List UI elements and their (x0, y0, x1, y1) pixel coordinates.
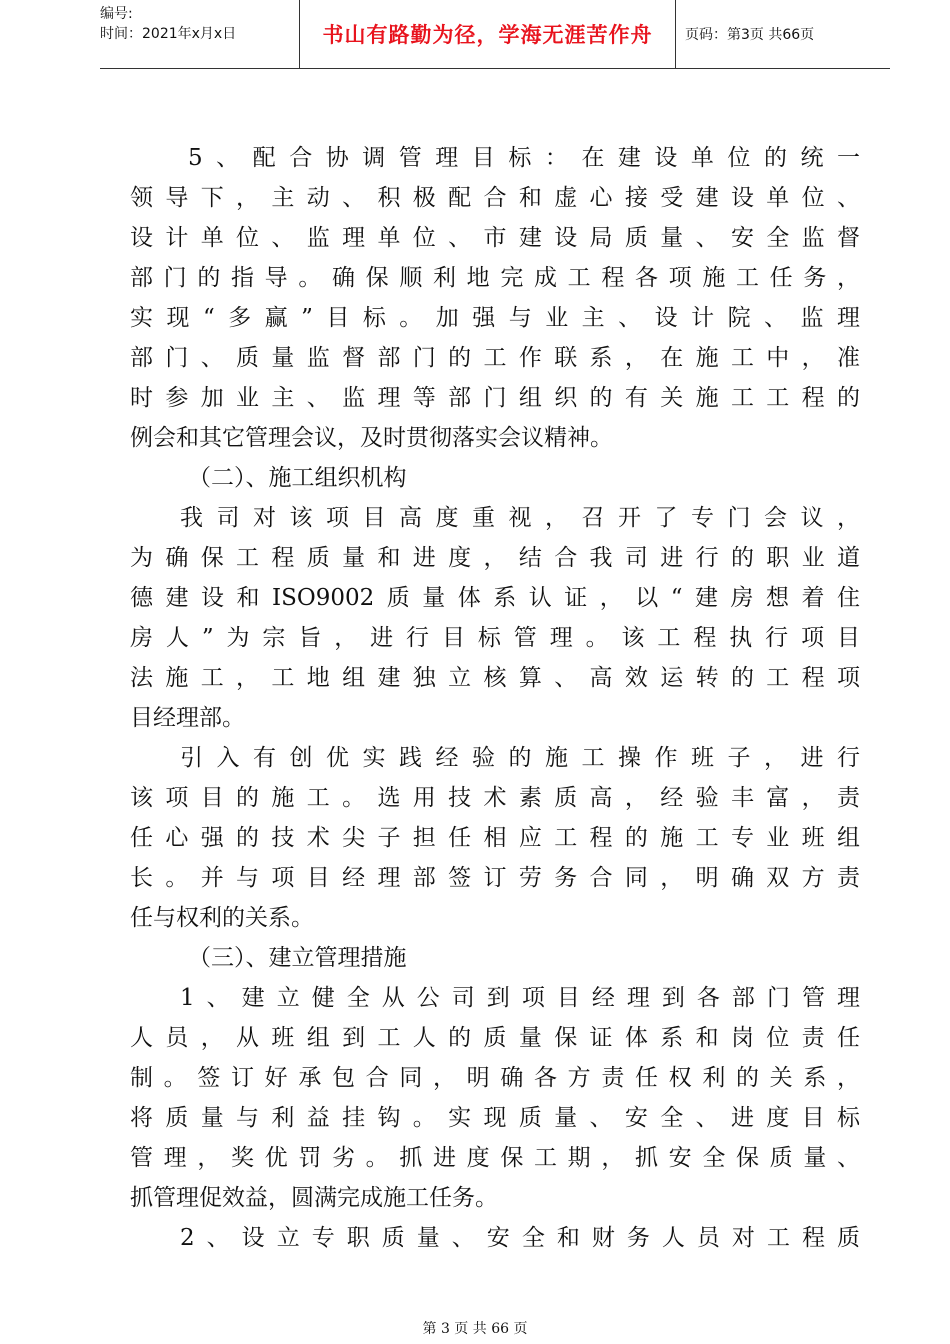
paragraph-line: 任心强的技术尖子担任相应工程的施工专业班组 (130, 825, 860, 851)
paragraph-line: 将质量与利益挂钩。实现质量、安全、进度目标 (130, 1105, 860, 1131)
paragraph-line: 2、设立专职质量、安全和财务人员对工程质 (180, 1225, 860, 1251)
paragraph-line: 该项目的施工。选用技术素质高，经验丰富，责 (130, 785, 860, 811)
paragraph-line: 部门、质量监督部门的工作联系，在施工中，准 (130, 345, 860, 371)
paragraph-line: 部门的指导。确保顺利地完成工程各项施工任务， (130, 265, 860, 291)
section-heading: （二）、施工组织机构 (188, 465, 407, 491)
page-label: 页码：第3页 共66页 (685, 27, 815, 43)
paragraph-line: 目经理部。 (130, 705, 245, 731)
paragraph-line: 我司对该项目高度重视，召开了专门会议， (180, 505, 860, 531)
paragraph-line: 引入有创优实践经验的施工操作班子，进行 (180, 745, 860, 771)
header-left (100, 0, 298, 68)
paragraph-line: 领导下，主动、积极配合和虚心接受建设单位、 (130, 185, 860, 211)
motto: 书山有路勤为径，学海无涯苦作舟 (299, 0, 676, 68)
serial-label: 编号: (100, 6, 133, 22)
paragraph-line: 为确保工程质量和进度，结合我司进行的职业道 (130, 545, 860, 571)
paragraph-line: 5、配合协调管理目标：在建设单位的统一 (188, 145, 860, 171)
paragraph-line: 例会和其它管理会议，及时贯彻落实会议精神。 (130, 425, 613, 451)
paragraph-line: 任与权利的关系。 (130, 905, 314, 931)
page-header (100, 0, 890, 69)
paragraph-line: 设计单位、监理单位、市建设局质量、安全监督 (130, 225, 860, 251)
time-label: 时间：2021年x月x日 (100, 26, 237, 42)
document-body (130, 138, 860, 1258)
paragraph-line: 法施工，工地组建独立核算、高效运转的工程项 (130, 665, 860, 691)
page-footer: 第 3 页 共 66 页 (422, 1321, 528, 1337)
section-heading: （三）、建立管理措施 (188, 945, 407, 971)
paragraph-line: 时参加业主、监理等部门组织的有关施工工程的 (130, 385, 860, 411)
paragraph-line: 管理，奖优罚劣。抓进度保工期，抓安全保质量、 (130, 1145, 860, 1171)
paragraph-line: 长。并与项目经理部签订劳务合同，明确双方责 (130, 865, 860, 891)
paragraph-line: 德建设和ISO9002质量体系认证，以“建房想着住 (130, 585, 860, 611)
paragraph-line: 1、建立健全从公司到项目经理到各部门管理 (180, 985, 860, 1011)
paragraph-line: 人员，从班组到工人的质量保证体系和岗位责任 (130, 1025, 860, 1051)
paragraph-line: 抓管理促效益，圆满完成施工任务。 (130, 1185, 498, 1211)
paragraph-line: 房人”为宗旨，进行目标管理。该工程执行项目 (130, 625, 860, 651)
paragraph-line: 制。签订好承包合同，明确各方责任权利的关系， (130, 1065, 860, 1091)
paragraph-line: 实现“多赢”目标。加强与业主、设计院、监理 (130, 305, 860, 331)
